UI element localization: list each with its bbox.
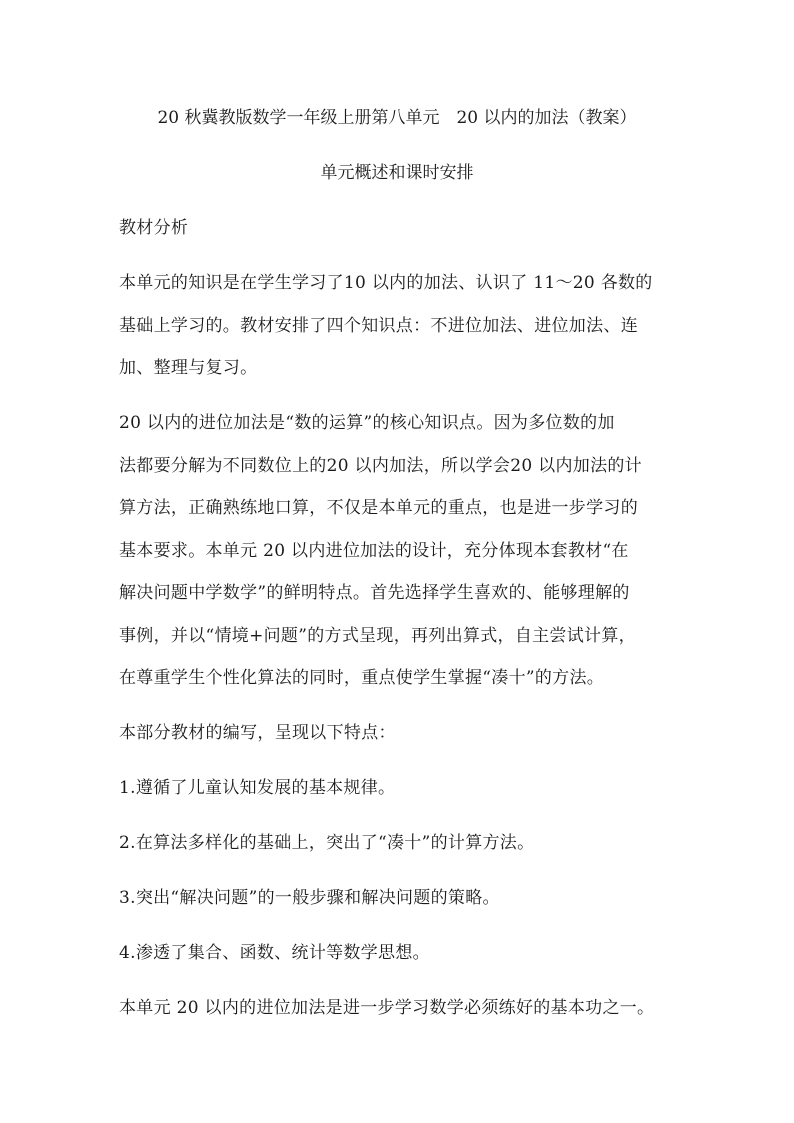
- document-title: 20 秋冀教版数学一年级上册第八单元 20 以内的加法（教案）: [157, 108, 637, 128]
- paragraph-line: 算方法，正确熟练地口算，不仅是本单元的重点，也是进一步学习的: [119, 498, 638, 518]
- features-intro: 本部分教材的编写，呈现以下特点：: [119, 723, 396, 743]
- paragraph-line: 基本要求。本单元 20 以内进位加法的设计，充分体现本套教材“在: [119, 541, 629, 561]
- list-item: 4.渗透了集合、函数、统计等数学思想。: [119, 943, 430, 963]
- paragraph-line: 基础上学习的。教材安排了四个知识点：不进位加法、进位加法、连: [119, 316, 638, 336]
- list-item: 2.在算法多样化的基础上，突出了“凑十”的计算方法。: [119, 833, 535, 853]
- paragraph-line: 加、整理与复习。: [119, 358, 258, 378]
- list-item: 1.遵循了儿童认知发展的基本规律。: [119, 778, 396, 798]
- paragraph-line: 事例，并以“情境+问题”的方式呈现，再列出算式，自主尝试计算，: [119, 626, 636, 646]
- paragraph-line: 法都要分解为不同数位上的20 以内加法，所以学会20 以内加法的计: [119, 456, 642, 476]
- document-subtitle: 单元概述和课时安排: [320, 163, 474, 183]
- closing-paragraph: 本单元 20 以内的进位加法是进一步学习数学必须练好的基本功之一。: [119, 998, 655, 1018]
- paragraph-line: 20 以内的进位加法是“数的运算”的核心知识点。因为多位数的加: [119, 413, 615, 433]
- section-heading: 教材分析: [119, 218, 189, 238]
- paragraph-line: 解决问题中学数学”的鲜明特点。首先选择学生喜欢的、能够理解的: [119, 583, 630, 603]
- paragraph-line: 在尊重学生个性化算法的同时，重点使学生掌握“凑十”的方法。: [119, 668, 605, 688]
- list-item: 3.突出“解决问题”的一般步骤和解决问题的策略。: [119, 888, 500, 908]
- paragraph-line: 本单元的知识是在学生学习了10 以内的加法、认识了 11～20 各数的: [119, 273, 653, 293]
